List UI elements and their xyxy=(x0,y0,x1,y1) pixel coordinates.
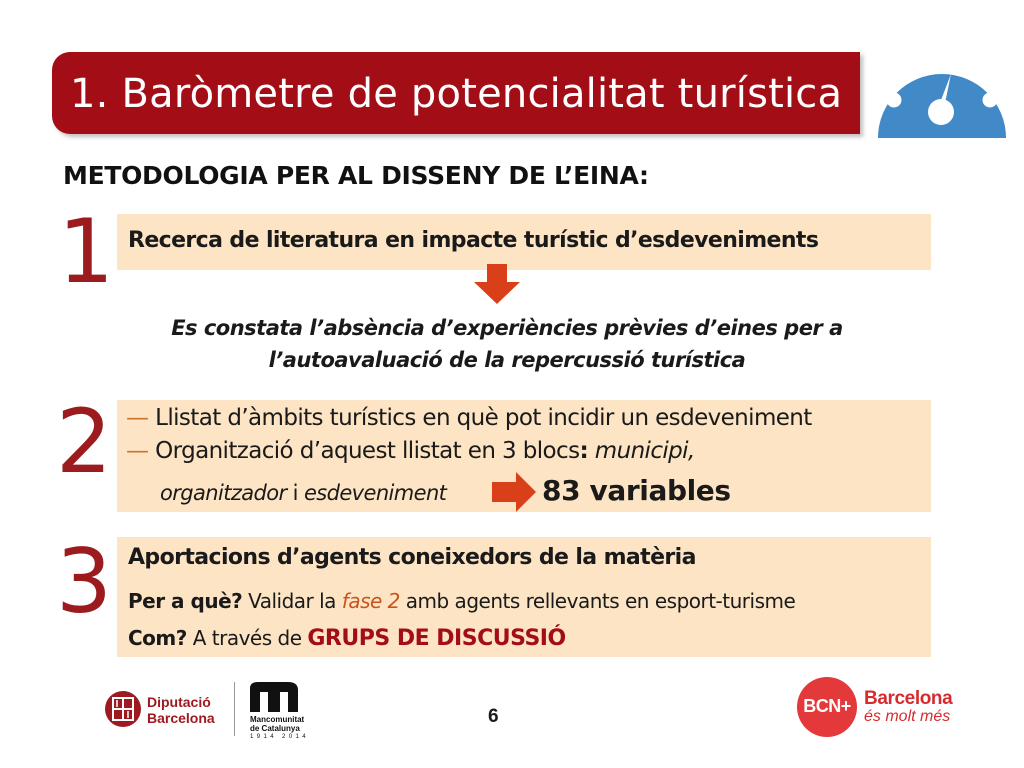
bloc-municipi: municipi, xyxy=(594,438,695,464)
gauge-icon xyxy=(872,32,1012,140)
diputacio-name xyxy=(147,694,215,726)
bcn-badge-label: BCN+ xyxy=(803,696,851,716)
step-2-item-2 xyxy=(126,438,695,464)
step-1-text: Recerca de literatura en impacte turístic d’esdeveniments xyxy=(128,228,819,253)
variables-count: 83 variables xyxy=(542,474,731,507)
step-number-1: 1 xyxy=(58,200,114,303)
step-3-method xyxy=(128,626,566,651)
mancomunitat-line-2: de Catalunya xyxy=(250,724,300,733)
phase-reference: fase 2 xyxy=(341,589,400,613)
step-2-item-1-text: Llistat d’àmbits turístics en què pot incidir un esdeveniment xyxy=(155,405,812,431)
purpose-label: Per a què? xyxy=(128,589,243,613)
diputacio-line-2: Barcelona xyxy=(147,710,215,726)
step-2-item-1 xyxy=(126,405,812,431)
step-2-item-2-cont xyxy=(160,481,446,505)
footer-separator xyxy=(234,682,235,736)
finding-line-1: Es constata l’absència d’experiències prèvies d’eines per a xyxy=(171,316,843,340)
method-label: Com? xyxy=(128,626,187,650)
purpose-before: Validar la xyxy=(248,589,336,613)
connector-text: i xyxy=(292,481,298,505)
diputacio-logo-icon xyxy=(104,690,142,728)
step-number-2: 2 xyxy=(56,390,112,493)
discussion-groups: GRUPS DE DISCUSSIÓ xyxy=(307,626,566,651)
step-number-3: 3 xyxy=(56,530,112,633)
mancomunitat-logo-icon xyxy=(248,680,300,714)
right-arrow-icon xyxy=(492,472,536,512)
bcn-badge-text: BCN xyxy=(803,696,841,716)
diputacio-line-1: Diputació xyxy=(147,694,211,710)
bloc-esdeveniment: esdeveniment xyxy=(303,481,447,505)
bloc-organitzador: organitzador xyxy=(160,481,287,505)
page-title: 1. Baròmetre de potencialitat turística xyxy=(70,71,843,117)
section-subtitle: METODOLOGIA PER AL DISSENY DE L’EINA: xyxy=(63,161,649,190)
method-before: A través de xyxy=(192,626,302,650)
down-arrow-icon xyxy=(474,264,520,304)
step-3-purpose xyxy=(128,589,795,613)
dash-bullet: — xyxy=(126,405,149,431)
mancomunitat-line-1: Mancomunitat xyxy=(250,715,305,724)
step-3-heading: Aportacions d’agents coneixedors de la matèria xyxy=(128,545,696,570)
page-number: 6 xyxy=(488,706,499,727)
finding-line-2: l’autoavaluació de la repercussió turística xyxy=(268,348,746,372)
mancomunitat-years: 1914 2014 xyxy=(250,734,309,740)
purpose-after: amb agents rellevants en esport-turisme xyxy=(405,589,796,613)
bcn-city: Barcelona xyxy=(864,688,953,709)
step-2-item-2-text: Organització d’aquest llistat en 3 blocs xyxy=(155,438,580,464)
bcn-slogan: és molt més xyxy=(864,708,951,725)
dash-bullet: — xyxy=(126,438,149,464)
mancomunitat-name xyxy=(250,715,304,733)
colon: : xyxy=(579,438,589,464)
